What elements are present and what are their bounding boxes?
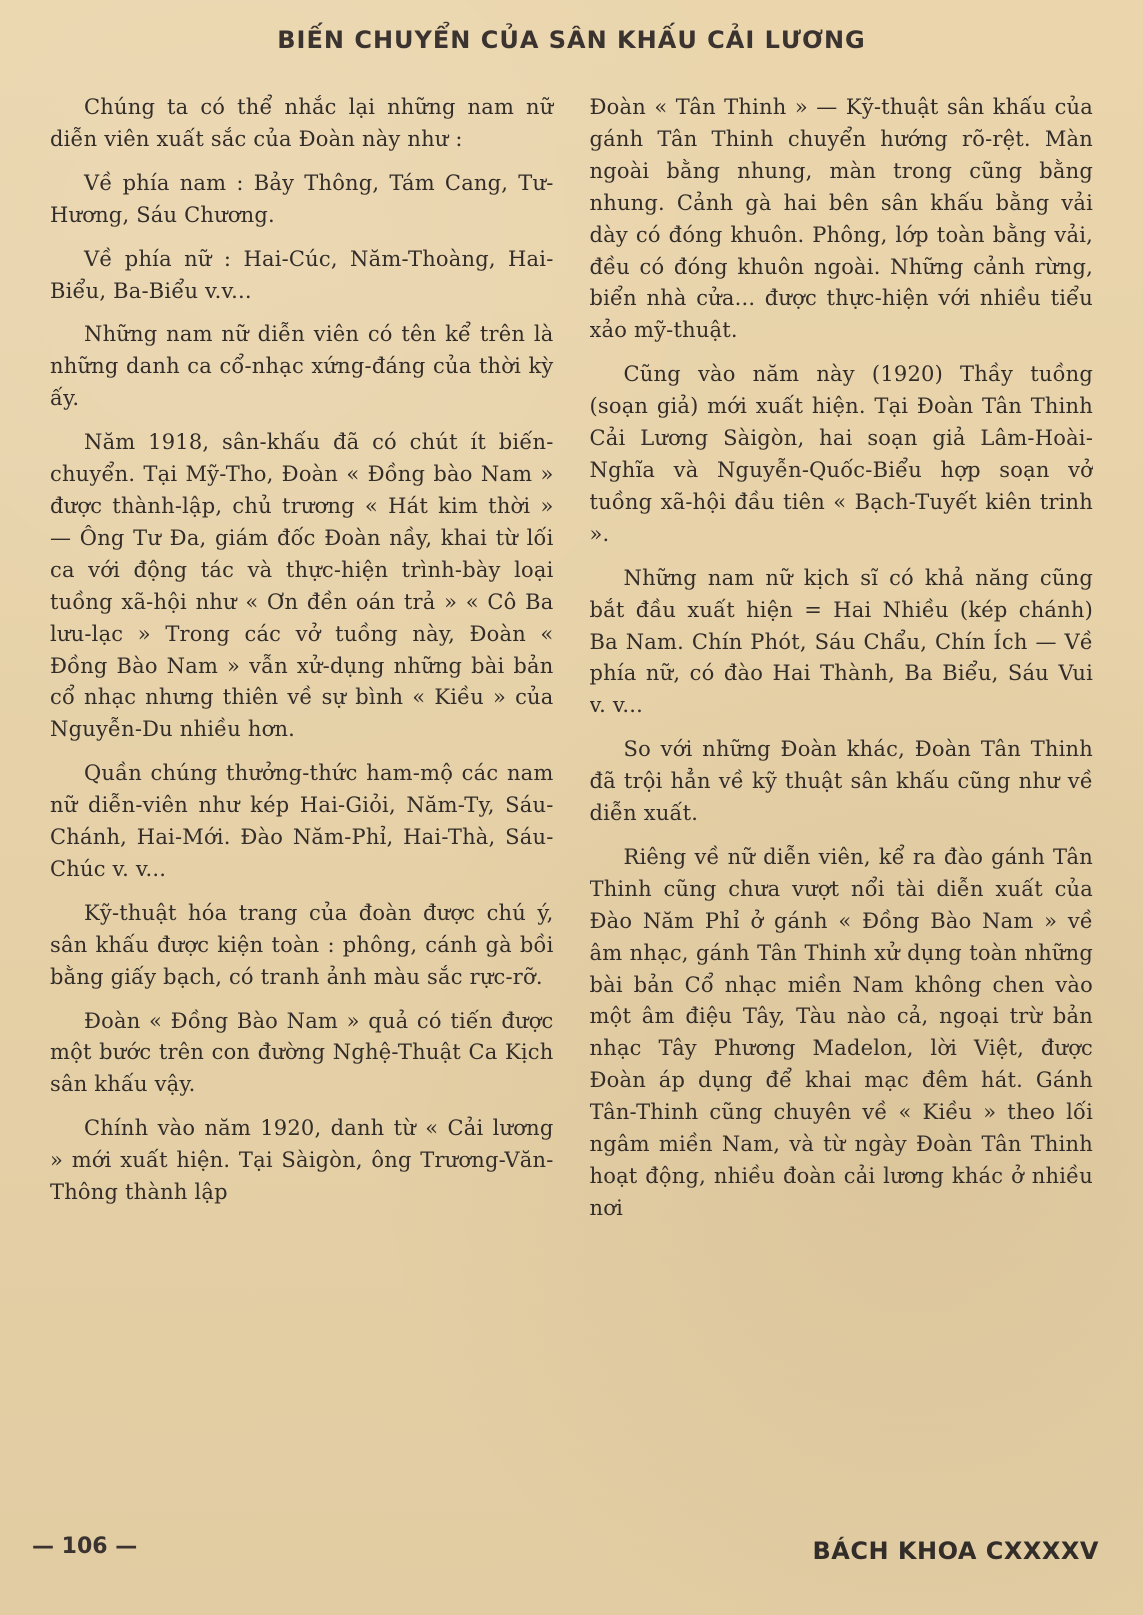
page-number: — 106 — [32,1534,138,1559]
page-title: BIẾN CHUYỂN CỦA SÂN KHẤU CẢI LƯƠNG [277,26,866,54]
paragraph: Năm 1918, sân-khấu đã có chút ít biến-chuyển. Tại Mỹ-Tho, Đoàn « Đồng bào Nam » được thành-lập, chủ trương « Hát kim thời » — Ông Tư Đa, giám đốc Đoàn nầy, khai từ lối ca với động tác và thực-hiện trình-bày loại tuồng xã-hội như « Ơn đền oán trả » « Cô Ba lưu-lạc » Trong các vở tuồng này, Đoàn « Đồng Bào Nam » vẫn xử-dụng những bài bản cổ nhạc nhưng thiên về sự bình « Kiều » của Nguyễn-Du nhiều hơn. [50,430,554,742]
paragraph: Về phía nam : Bảy Thông, Tám Cang, Tư-Hương, Sáu Chương. [50,170,554,227]
article-columns [50,92,1093,1505]
paragraph: Riêng về nữ diễn viên, kể ra đào gánh Tân Thinh cũng chưa vượt nổi tài diễn xuất của Đào Năm Phỉ ở gánh « Đồng Bào Nam » về âm nhạc, gánh Tân Thinh xử dụng toàn những bài bản Cổ nhạc miền Nam không chen vào một âm điệu Tây, Tàu nào cả, ngoại trừ bản nhạc Tây Phương Madelon, lời Việt, được Đoàn áp dụng để khai mạc đêm hát. Gánh Tân-Thinh cũng chuyên về « Kiều » theo lối ngâm miền Nam, và từ ngày Đoàn Tân Thinh hoạt động, nhiều đoàn cải lương khác ở nhiều nơi [589,844,1093,1220]
paragraph: Chúng ta có thể nhắc lại những nam nữ diễn viên xuất sắc của Đoàn này như : [50,95,554,151]
paragraph: Kỹ-thuật hóa trang của đoàn được chú ý, sân khấu được kiện toàn : phông, cánh gà bồi bằng giấy bạch, có tranh ảnh màu sắc rực-rỡ. [50,900,554,989]
paragraph: Đoàn « Tân Thinh » — Kỹ-thuật sân khấu của gánh Tân Thinh chuyển hướng rõ-rệt. Màn ngoài bằng nhung, màn trong cũng bằng nhung. Cảnh gà hai bên sân khấu bằng vải dày có đóng khuôn. Phông, lớp toàn bằng vải, đều có đóng khuôn ngoài. Những cảnh rừng, biển nhà cửa... được thực-hiện với nhiều tiểu xảo mỹ-thuật. [589,95,1093,343]
paragraph: Những nam nữ kịch sĩ có khả năng cũng bắt đầu xuất hiện = Hai Nhiều (kép chánh) Ba Nam. Chín Phót, Sáu Chẩu, Chín Ích — Về phía nữ, có đào Hai Thành, Ba Biểu, Sáu Vui v. v... [589,565,1093,718]
right-column [590,92,1094,1505]
paragraph: Chính vào năm 1920, danh từ « Cải lương » mới xuất hiện. Tại Sàigòn, ông Trương-Văn-Thông thành lập [50,1116,554,1205]
left-column [50,92,554,1505]
paragraph: So với những Đoàn khác, Đoàn Tân Thinh đã trội hẳn về kỹ thuật sân khấu cũng như về diễn xuất. [589,737,1093,826]
paragraph: Cũng vào năm này (1920) Thầy tuồng (soạn giả) mới xuất hiện. Tại Đoàn Tân Thinh Cải Lương Sàigòn, hai soạn giả Lâm-Hoài-Nghĩa và Nguyễn-Quốc-Biểu hợp soạn vở tuồng xã-hội đầu tiên « Bạch-Tuyết kiên trinh ». [589,362,1093,546]
paragraph: Những nam nữ diễn viên có tên kể trên là những danh ca cổ-nhạc xứng-đáng của thời kỳ ấy. [50,322,554,411]
paragraph: Quần chúng thưởng-thức ham-mộ các nam nữ diễn-viên như kép Hai-Giỏi, Năm-Ty, Sáu-Chánh, Hai-Mới. Đào Năm-Phỉ, Hai-Thà, Sáu-Chúc v. v... [50,761,554,881]
publication-name: BÁCH KHOA CXXXXV [812,1537,1099,1565]
paragraph: Về phía nữ : Hai-Cúc, Năm-Thoàng, Hai-Biểu, Ba-Biểu v.v... [50,246,554,303]
paragraph: Đoàn « Đồng Bào Nam » quả có tiến được một bước trên con đường Nghệ-Thuật Ca Kịch sân khấu vậy. [50,1008,554,1097]
